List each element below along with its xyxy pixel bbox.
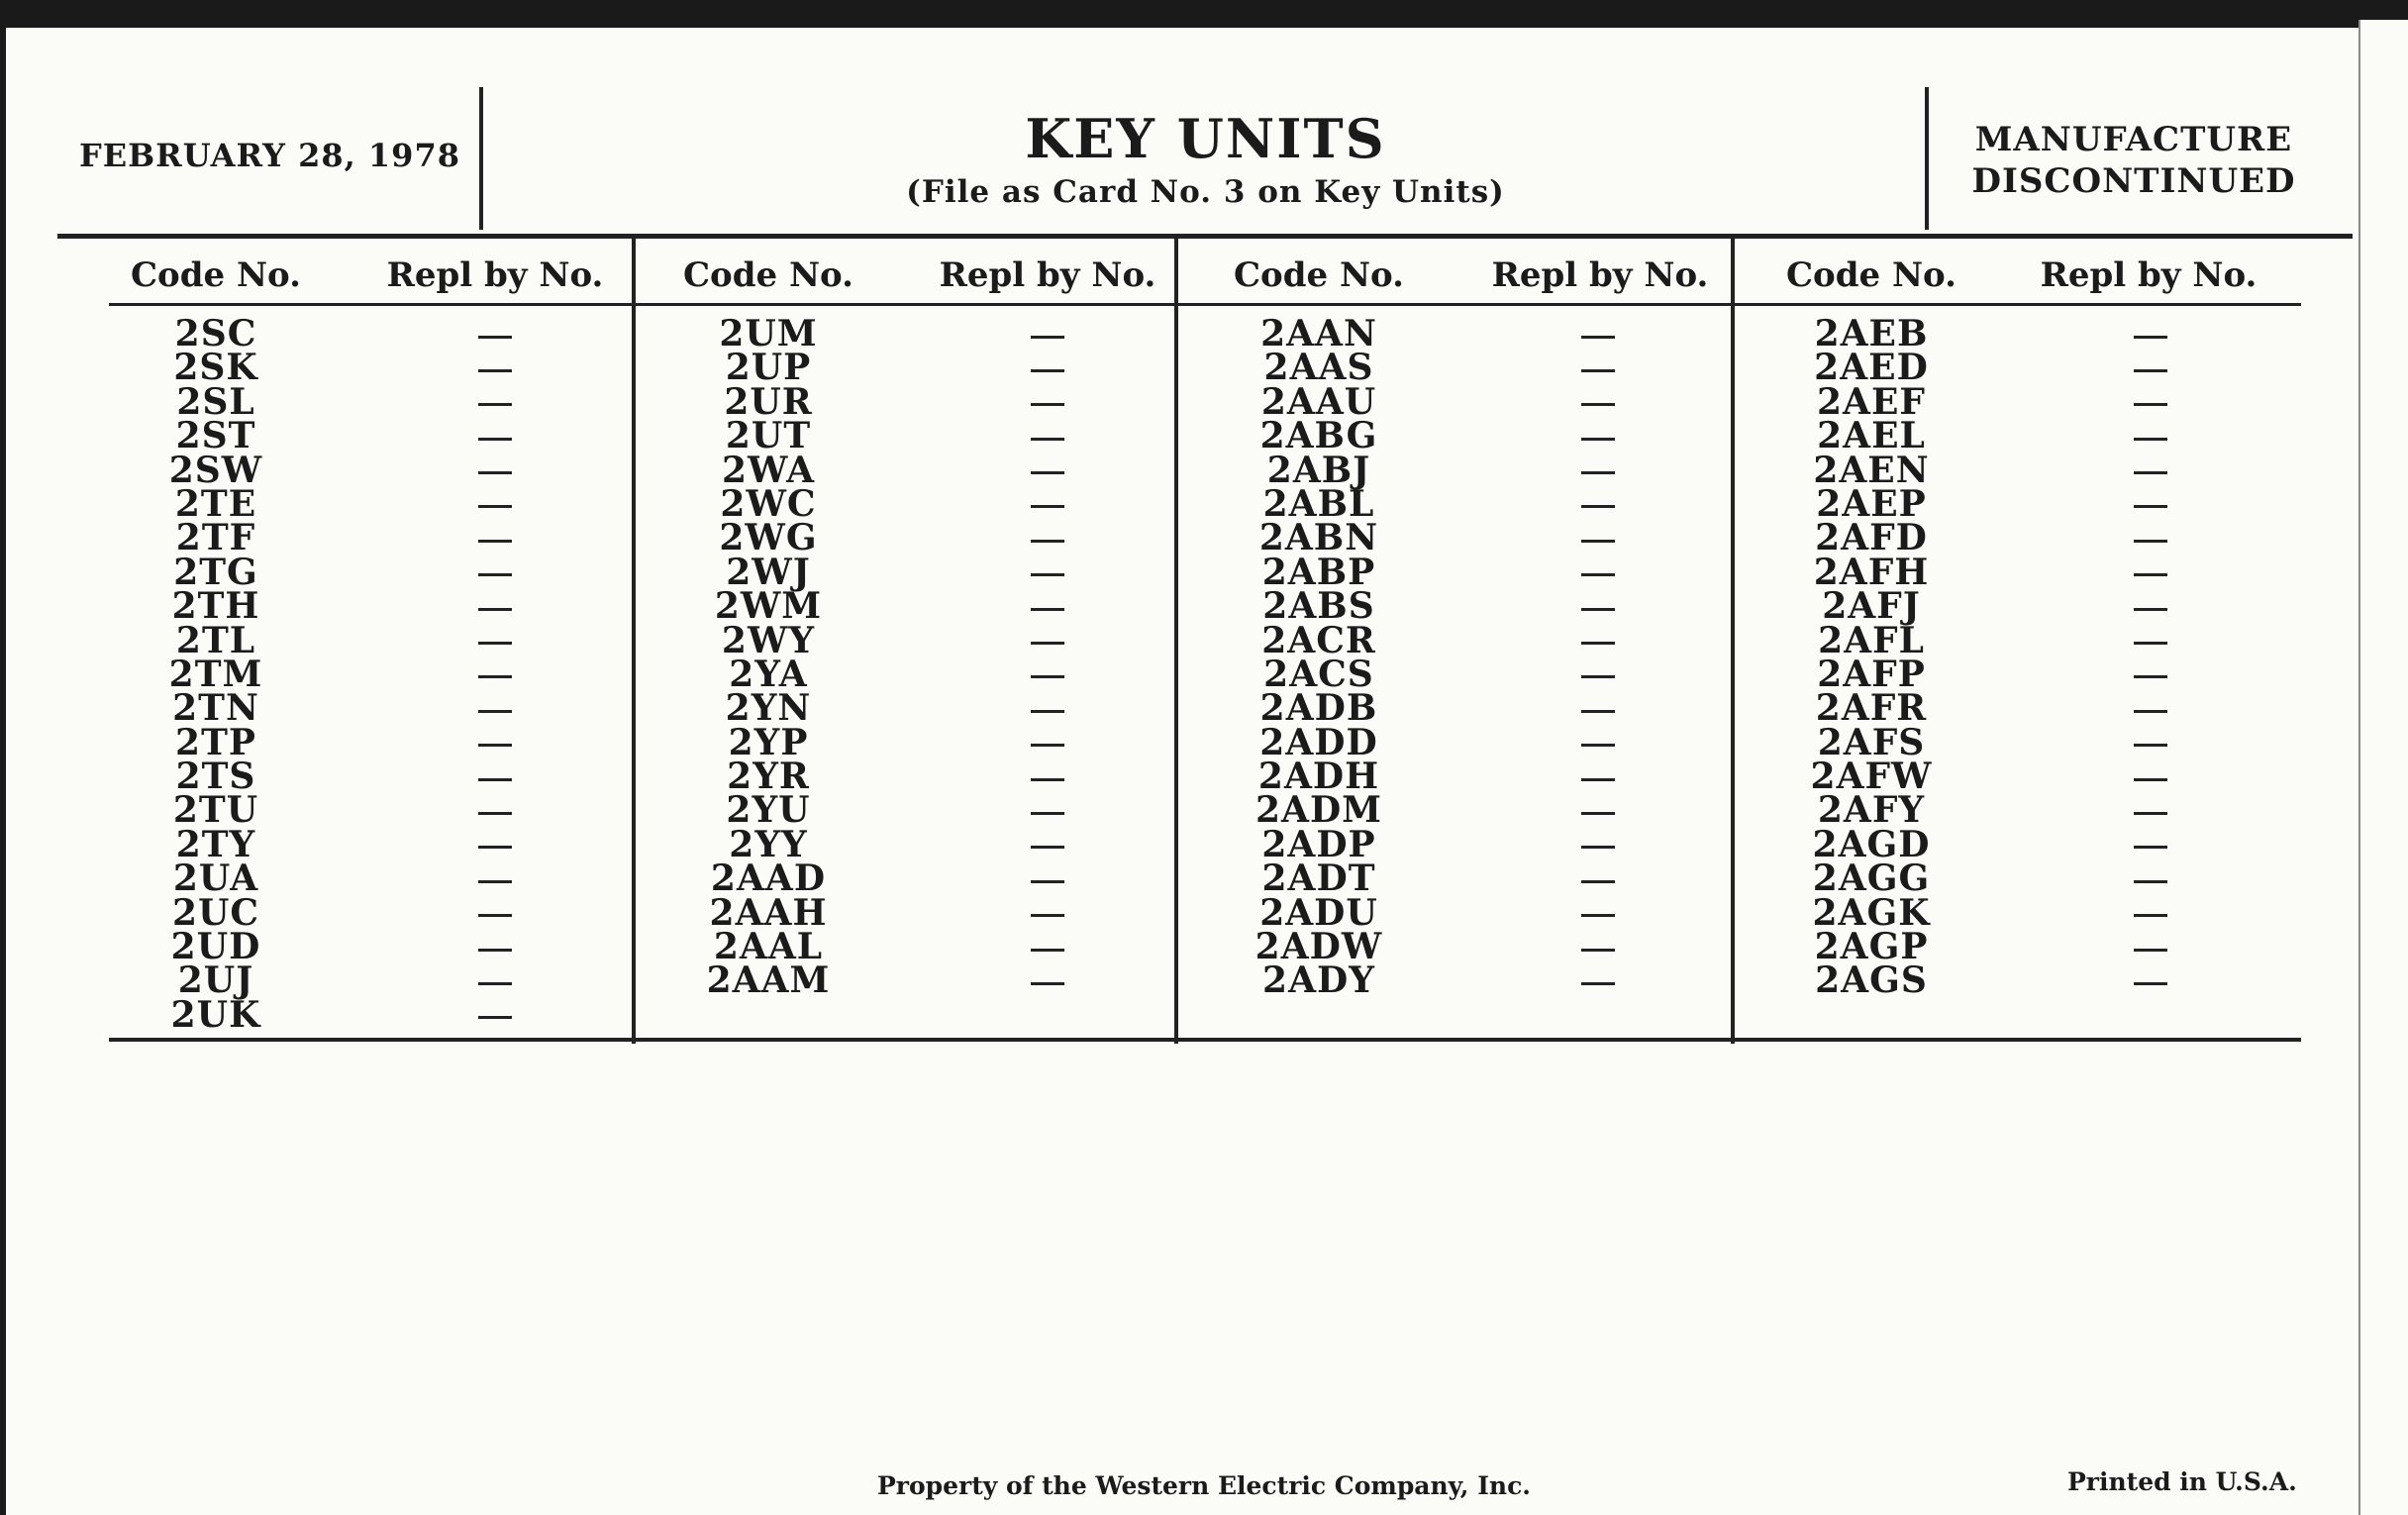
replacement-dash	[455, 317, 535, 351]
code-number: 2TS	[175, 756, 256, 798]
column-divider-1	[632, 236, 636, 1044]
replacement-dash	[455, 487, 535, 521]
code-number: 2AFW	[1810, 756, 1933, 798]
code-number: 2TG	[173, 551, 258, 593]
replacement-dash	[1558, 691, 1638, 725]
replacement-dash	[1008, 657, 1087, 691]
replacement-dash	[1558, 930, 1638, 963]
code-number: 2AFH	[1813, 551, 1930, 593]
code-number: 2AEF	[1817, 380, 1926, 423]
code-number: 2ACS	[1263, 653, 1374, 695]
status-block	[1941, 119, 2327, 202]
code-number: 2ADP	[1261, 823, 1376, 865]
code-number: 2SL	[176, 380, 255, 423]
code-number: 2ST	[175, 415, 256, 457]
code-number: 2AFD	[1815, 517, 1928, 559]
replacement-dash	[1558, 861, 1638, 895]
replacement-dash	[455, 521, 535, 555]
replacement-dash	[1558, 726, 1638, 759]
table-row	[1772, 756, 2190, 798]
code-number: 2ACR	[1261, 619, 1376, 661]
code-number: 2WM	[714, 585, 823, 628]
table-row	[1220, 551, 1638, 593]
replacement-dash	[2111, 419, 2190, 453]
table-row	[669, 415, 1087, 457]
replacement-dash	[2111, 657, 2190, 691]
table-row	[669, 517, 1087, 559]
replacement-dash	[455, 828, 535, 861]
table-row	[1772, 721, 2190, 763]
code-number: 2TP	[175, 721, 256, 763]
repl-header-2: Repl by No.	[939, 255, 1156, 295]
code-number: 2YR	[727, 756, 810, 798]
replacement-dash	[1008, 759, 1087, 793]
header-rule	[57, 234, 2353, 239]
table-row	[117, 619, 535, 661]
code-number: 2ADW	[1254, 926, 1383, 968]
code-header-1: Code No.	[131, 255, 301, 295]
replacement-dash	[2111, 351, 2190, 384]
code-number: 2ADU	[1259, 891, 1378, 934]
table-bottom-rule	[109, 1038, 2301, 1042]
table-row	[1220, 960, 1638, 1002]
table-row	[1220, 380, 1638, 423]
card-subtitle: (File as Card No. 3 on Key Units)	[906, 174, 1505, 210]
replacement-dash	[455, 930, 535, 963]
table-row	[1772, 585, 2190, 628]
table-row	[669, 960, 1087, 1002]
replacement-dash	[1008, 726, 1087, 759]
code-number: 2TU	[172, 789, 259, 832]
table-row	[1220, 449, 1638, 491]
replacement-dash	[2111, 930, 2190, 963]
replacement-dash	[1008, 963, 1087, 997]
replacement-dash	[455, 657, 535, 691]
table-row	[1772, 926, 2190, 968]
code-number: 2SK	[173, 347, 258, 389]
replacement-dash	[1558, 896, 1638, 930]
table-row	[1772, 858, 2190, 900]
replacement-dash	[455, 419, 535, 453]
code-number: 2SC	[174, 313, 257, 354]
status-line-1: MANUFACTURE	[1974, 120, 2293, 159]
code-number: 2ADT	[1261, 858, 1376, 900]
code-number: 2YA	[729, 653, 808, 695]
table-row	[669, 721, 1087, 763]
replacement-dash	[1008, 385, 1087, 419]
replacement-dash	[1008, 487, 1087, 521]
code-number: 2UR	[724, 380, 813, 423]
code-number: 2WY	[721, 619, 816, 661]
code-number: 2UC	[171, 891, 260, 934]
table-row	[1772, 891, 2190, 934]
code-number: 2ADD	[1259, 721, 1378, 763]
table-row	[669, 380, 1087, 423]
code-number: 2ABP	[1261, 551, 1376, 593]
code-number: 2AED	[1814, 347, 1929, 389]
table-row	[669, 347, 1087, 389]
property-notice: Property of the Western Electric Company, Inc.	[877, 1471, 1532, 1500]
table-row	[117, 687, 535, 730]
table-row	[1220, 926, 1638, 968]
replacement-dash	[1558, 793, 1638, 827]
table-row	[1220, 789, 1638, 832]
code-number: 2TF	[175, 517, 256, 559]
table-row	[1772, 823, 2190, 865]
code-list-2	[669, 313, 1087, 1002]
table-row	[1220, 891, 1638, 934]
table-row	[669, 551, 1087, 593]
code-number: 2UT	[725, 415, 812, 457]
code-number: 2AEP	[1816, 482, 1927, 525]
table-row	[669, 858, 1087, 900]
table-row	[1220, 619, 1638, 661]
code-header-2: Code No.	[683, 255, 853, 295]
repl-header-3: Repl by No.	[1491, 255, 1709, 295]
code-number: 2AGD	[1812, 823, 1931, 865]
replacement-dash	[455, 896, 535, 930]
table-row	[117, 891, 535, 934]
replacement-dash	[1558, 556, 1638, 589]
replacement-dash	[1008, 896, 1087, 930]
replacement-dash	[455, 589, 535, 623]
table-row	[117, 789, 535, 832]
replacement-dash	[2111, 896, 2190, 930]
code-number: 2UM	[719, 313, 818, 354]
table-row	[669, 926, 1087, 968]
card-title: KEY UNITS	[1025, 107, 1386, 170]
code-number: 2ABG	[1259, 415, 1378, 457]
replacement-dash	[2111, 385, 2190, 419]
table-row	[1220, 858, 1638, 900]
code-number: 2ADH	[1257, 756, 1380, 798]
table-row	[1220, 415, 1638, 457]
table-row	[669, 313, 1087, 354]
replacement-dash	[1558, 963, 1638, 997]
table-row	[1772, 482, 2190, 525]
code-number: 2UK	[170, 993, 261, 1036]
code-number: 2AFP	[1817, 653, 1926, 695]
code-number: 2AFR	[1815, 687, 1928, 730]
code-number: 2TY	[175, 823, 256, 865]
table-row	[117, 313, 535, 354]
replacement-dash	[1008, 351, 1087, 384]
table-row	[1220, 517, 1638, 559]
column-divider-3	[1731, 236, 1735, 1044]
table-row	[669, 891, 1087, 934]
table-row	[1772, 687, 2190, 730]
code-number: 2ABS	[1262, 585, 1375, 628]
replacement-dash	[1558, 419, 1638, 453]
table-row	[1772, 789, 2190, 832]
replacement-dash	[2111, 861, 2190, 895]
replacement-dash	[455, 556, 535, 589]
table-row	[1220, 823, 1638, 865]
replacement-dash	[1008, 521, 1087, 555]
code-list-4	[1772, 313, 2190, 1002]
replacement-dash	[1008, 589, 1087, 623]
code-list-1	[117, 313, 535, 1036]
replacement-dash	[1558, 454, 1638, 487]
code-number: 2ADY	[1262, 960, 1375, 1002]
code-number: 2UJ	[177, 960, 254, 1002]
printed-notice: Printed in U.S.A.	[2067, 1467, 2297, 1496]
replacement-dash	[2111, 589, 2190, 623]
replacement-dash	[455, 691, 535, 725]
replacement-dash	[1008, 930, 1087, 963]
replacement-dash	[2111, 793, 2190, 827]
replacement-dash	[1558, 487, 1638, 521]
code-number: 2WJ	[726, 551, 811, 593]
replacement-dash	[455, 759, 535, 793]
table-row	[117, 415, 535, 457]
table-row	[117, 551, 535, 593]
card-date: FEBRUARY 28, 1978	[79, 137, 460, 174]
replacement-dash	[455, 624, 535, 657]
code-number: 2AFS	[1817, 721, 1926, 763]
table-row	[1772, 347, 2190, 389]
code-number: 2YN	[725, 687, 812, 730]
replacement-dash	[2111, 759, 2190, 793]
code-number: 2ABL	[1262, 482, 1375, 525]
code-number: 2AAU	[1260, 380, 1377, 423]
replacement-dash	[1008, 793, 1087, 827]
code-number: 2AGK	[1812, 891, 1931, 934]
replacement-dash	[1008, 556, 1087, 589]
replacement-dash	[455, 793, 535, 827]
replacement-dash	[2111, 963, 2190, 997]
replacement-dash	[1558, 624, 1638, 657]
table-row	[669, 756, 1087, 798]
code-number: 2YP	[728, 721, 809, 763]
code-number: 2TN	[172, 687, 259, 730]
code-number: 2UP	[725, 347, 812, 389]
code-number: 2UA	[172, 858, 259, 900]
code-number: 2WA	[721, 449, 816, 491]
table-row	[1220, 687, 1638, 730]
code-number: 2SW	[168, 449, 263, 491]
replacement-dash	[1008, 317, 1087, 351]
table-row	[669, 449, 1087, 491]
code-header-3: Code No.	[1234, 255, 1404, 295]
code-number: 2TM	[168, 653, 263, 695]
table-row	[1220, 482, 1638, 525]
code-number: 2UD	[170, 926, 261, 968]
table-row	[117, 585, 535, 628]
replacement-dash	[2111, 726, 2190, 759]
replacement-dash	[455, 998, 535, 1032]
code-number: 2AGG	[1812, 858, 1931, 900]
table-row	[1772, 449, 2190, 491]
replacement-dash	[1558, 589, 1638, 623]
replacement-dash	[455, 385, 535, 419]
code-number: 2ADB	[1259, 687, 1378, 730]
replacement-dash	[1008, 691, 1087, 725]
repl-header-1: Repl by No.	[386, 255, 604, 295]
table-row	[117, 347, 535, 389]
table-row	[1220, 313, 1638, 354]
table-row	[669, 789, 1087, 832]
table-row	[117, 380, 535, 423]
code-number: 2AAM	[706, 960, 831, 1002]
code-number: 2TE	[174, 482, 257, 525]
table-row	[117, 449, 535, 491]
header-divider-right	[1925, 87, 1929, 230]
table-row	[669, 823, 1087, 865]
replacement-dash	[1008, 861, 1087, 895]
replacement-dash	[455, 351, 535, 384]
repl-header-4: Repl by No.	[2040, 255, 2258, 295]
replacement-dash	[455, 963, 535, 997]
replacement-dash	[1558, 385, 1638, 419]
table-row	[669, 585, 1087, 628]
code-number: 2AAS	[1263, 347, 1374, 389]
table-row	[1220, 721, 1638, 763]
table-row	[117, 653, 535, 695]
code-number: 2AFL	[1818, 619, 1925, 661]
table-row	[669, 653, 1087, 695]
code-number: 2ADM	[1254, 789, 1383, 832]
table-row	[117, 858, 535, 900]
replacement-dash	[1008, 624, 1087, 657]
code-number: 2AAH	[709, 891, 828, 934]
replacement-dash	[1558, 317, 1638, 351]
replacement-dash	[1008, 419, 1087, 453]
table-row	[669, 619, 1087, 661]
replacement-dash	[1008, 454, 1087, 487]
table-row	[1772, 380, 2190, 423]
replacement-dash	[2111, 487, 2190, 521]
code-number: 2YU	[726, 789, 811, 832]
code-number: 2ABN	[1258, 517, 1379, 559]
table-row	[117, 823, 535, 865]
code-number: 2TH	[171, 585, 260, 628]
table-row	[117, 756, 535, 798]
replacement-dash	[2111, 521, 2190, 555]
table-row	[1772, 415, 2190, 457]
code-number: 2AAD	[710, 858, 827, 900]
table-row	[1772, 551, 2190, 593]
table-row	[1220, 653, 1638, 695]
code-number: 2AAN	[1260, 313, 1377, 354]
header-divider-left	[479, 87, 483, 230]
code-number: 2AGS	[1815, 960, 1928, 1002]
table-row	[1772, 619, 2190, 661]
table-row	[117, 960, 535, 1002]
replacement-dash	[1558, 657, 1638, 691]
code-header-4: Code No.	[1786, 255, 1956, 295]
replacement-dash	[2111, 454, 2190, 487]
table-row	[669, 482, 1087, 525]
code-number: 2WC	[720, 482, 817, 525]
replacement-dash	[1558, 828, 1638, 861]
replacement-dash	[2111, 624, 2190, 657]
code-number: 2YY	[729, 823, 808, 865]
code-number: 2TL	[175, 619, 256, 661]
replacement-dash	[1558, 351, 1638, 384]
replacement-dash	[455, 726, 535, 759]
table-row	[117, 721, 535, 763]
code-number: 2WG	[719, 517, 818, 559]
code-number: 2AEB	[1814, 313, 1929, 354]
table-row	[1772, 960, 2190, 1002]
replacement-dash	[1008, 828, 1087, 861]
table-row	[1772, 313, 2190, 354]
column-divider-2	[1174, 236, 1178, 1044]
table-row	[1220, 347, 1638, 389]
status-line-2: DISCONTINUED	[1971, 161, 2296, 201]
replacement-dash	[1558, 759, 1638, 793]
table-row	[1220, 585, 1638, 628]
table-row	[1772, 517, 2190, 559]
code-number: 2AEL	[1817, 415, 1926, 457]
replacement-dash	[2111, 691, 2190, 725]
table-row	[669, 687, 1087, 730]
code-number: 2AAL	[713, 926, 824, 968]
table-row	[1220, 756, 1638, 798]
code-number: 2AFJ	[1822, 585, 1921, 628]
replacement-dash	[2111, 828, 2190, 861]
card-edge	[2358, 20, 2408, 1515]
replacement-dash	[2111, 556, 2190, 589]
code-list-3	[1220, 313, 1638, 1002]
replacement-dash	[2111, 317, 2190, 351]
table-row	[1772, 653, 2190, 695]
code-number: 2ABJ	[1266, 449, 1371, 491]
replacement-dash	[1558, 521, 1638, 555]
table-row	[117, 482, 535, 525]
column-header-rule	[109, 303, 2301, 306]
replacement-dash	[455, 861, 535, 895]
replacement-dash	[455, 454, 535, 487]
code-number: 2AGP	[1814, 926, 1929, 968]
code-number: 2AFY	[1817, 789, 1926, 832]
table-row	[117, 517, 535, 559]
table-row	[117, 993, 535, 1036]
table-row	[117, 926, 535, 968]
code-number: 2AEN	[1813, 449, 1930, 491]
